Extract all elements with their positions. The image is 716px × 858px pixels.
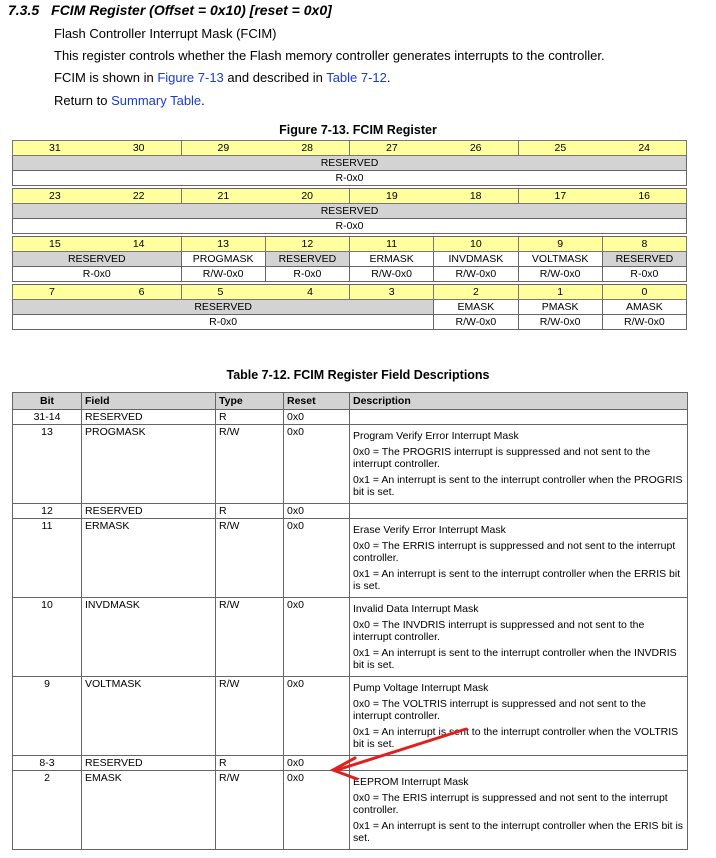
register-field-row <box>13 252 687 267</box>
register-field-cell: RESERVED <box>602 252 686 267</box>
cell-description <box>350 504 688 519</box>
cell-type: R <box>216 410 284 425</box>
table-row <box>13 504 688 519</box>
register-field-cell: RESERVED <box>13 300 434 315</box>
description-paragraph: Pump Voltage Interrupt Mask <box>353 682 489 694</box>
register-bit-row <box>13 141 687 156</box>
cell-description <box>350 756 688 771</box>
register-field-cell: PROGMASK <box>181 252 265 267</box>
register-reset-cell: R-0x0 <box>13 315 434 330</box>
table-row <box>13 425 688 504</box>
register-reset-cell: R/W-0x0 <box>434 267 518 282</box>
table-row <box>13 410 688 425</box>
register-reset-row <box>13 219 687 234</box>
register-bit-cell: 23 22 <box>13 189 182 204</box>
cell-description <box>350 425 688 504</box>
cell-field: RESERVED <box>82 410 216 425</box>
register-bit-cell: 7 6 <box>13 285 182 300</box>
register-field-row <box>13 156 687 171</box>
shown-text <box>54 70 391 85</box>
cell-reset: 0x0 <box>284 771 350 850</box>
description-paragraph: EEPROM Interrupt Mask <box>353 776 469 788</box>
description-paragraph: 0x1 = An interrupt is sent to the interrupt controller when the INVDRIS bit is set. <box>353 647 677 671</box>
register-field-cell: RESERVED <box>13 204 687 219</box>
register-field-cell: ERMASK <box>350 252 434 267</box>
register-reset-cell: R/W-0x0 <box>518 315 602 330</box>
register-bit-row <box>13 189 687 204</box>
cell-field: EMASK <box>82 771 216 850</box>
description-paragraph: 0x0 = The ERRIS interrupt is suppressed and not sent to the interrupt controller. <box>353 540 676 564</box>
cell-description <box>350 519 688 598</box>
register-bit-row <box>13 237 687 252</box>
register-bit-row <box>13 285 687 300</box>
cell-reset: 0x0 <box>284 410 350 425</box>
register-reset-cell: R-0x0 <box>13 219 687 234</box>
cell-bit: 13 <box>13 425 82 504</box>
cell-field: PROGMASK <box>82 425 216 504</box>
register-bit-cell: 1 <box>518 285 602 300</box>
register-field-cell: VOLTMASK <box>518 252 602 267</box>
register-bit-cell: 10 <box>434 237 518 252</box>
register-bit-cell: 29 28 <box>181 141 350 156</box>
register-reset-cell: R/W-0x0 <box>181 267 265 282</box>
register-bit-cell: 25 24 <box>518 141 687 156</box>
description-paragraph: Program Verify Error Interrupt Mask <box>353 430 519 442</box>
register-field-row <box>13 300 687 315</box>
cell-bit: 11 <box>13 519 82 598</box>
section-number: 7.3.5 <box>8 2 40 18</box>
cell-type: R/W <box>216 677 284 756</box>
register-reset-cell: R/W-0x0 <box>602 315 686 330</box>
register-bit-cell: 0 <box>602 285 686 300</box>
cell-field: RESERVED <box>82 504 216 519</box>
register-reset-row <box>13 171 687 186</box>
return-text-a: Return to <box>54 93 112 108</box>
register-reset-cell: R-0x0 <box>602 267 686 282</box>
table-row <box>13 756 688 771</box>
table-caption: Table 7-12. FCIM Register Field Descriptions <box>226 368 490 382</box>
table-link[interactable]: Table 7-12 <box>326 70 387 85</box>
header-bit: Bit <box>13 393 82 410</box>
cell-reset: 0x0 <box>284 677 350 756</box>
register-reset-cell: R-0x0 <box>13 267 182 282</box>
figure-link[interactable]: Figure 7-13 <box>157 70 224 85</box>
return-text <box>54 93 205 108</box>
cell-field: INVDMASK <box>82 598 216 677</box>
register-bit-cell: 21 20 <box>181 189 350 204</box>
register-bit-cell: 5 4 <box>181 285 350 300</box>
figure-caption: Figure 7-13. FCIM Register <box>279 123 437 137</box>
cell-type: R/W <box>216 771 284 850</box>
cell-reset: 0x0 <box>284 598 350 677</box>
register-bit-cell: 15 14 <box>13 237 182 252</box>
register-bit-cell: 13 <box>181 237 265 252</box>
register-reset-cell: R/W-0x0 <box>350 267 434 282</box>
cell-field: ERMASK <box>82 519 216 598</box>
register-bit-cell: 11 <box>350 237 434 252</box>
cell-bit: 9 <box>13 677 82 756</box>
cell-type: R/W <box>216 519 284 598</box>
table-header-row <box>13 393 688 410</box>
register-field-cell: RESERVED <box>265 252 349 267</box>
cell-reset: 0x0 <box>284 425 350 504</box>
cell-type: R/W <box>216 425 284 504</box>
cell-reset: 0x0 <box>284 519 350 598</box>
description-paragraph: 0x1 = An interrupt is sent to the interrupt controller when the ERRIS bit is set. <box>353 568 681 592</box>
register-reset-cell: R/W-0x0 <box>434 315 518 330</box>
section-title <box>8 2 332 18</box>
register-bit-cell: 31 30 <box>13 141 182 156</box>
cell-bit: 10 <box>13 598 82 677</box>
cell-description <box>350 598 688 677</box>
cell-description <box>350 771 688 850</box>
cell-field: VOLTMASK <box>82 677 216 756</box>
register-figure <box>12 140 687 330</box>
cell-reset: 0x0 <box>284 504 350 519</box>
cell-bit: 8-3 <box>13 756 82 771</box>
register-reset-row <box>13 315 687 330</box>
register-bit-cell: 19 18 <box>350 189 519 204</box>
register-field-cell: EMASK <box>434 300 518 315</box>
register-bit-cell: 12 <box>265 237 349 252</box>
register-bit-cell: 17 16 <box>518 189 687 204</box>
field-description-table <box>12 392 688 850</box>
header-reset: Reset <box>284 393 350 410</box>
description-paragraph: 0x1 = An interrupt is sent to the interrupt controller when the VOLTRIS bit is set. <box>353 726 679 750</box>
register-bit-cell: 27 26 <box>350 141 519 156</box>
cell-type: R <box>216 504 284 519</box>
register-bit-cell: 8 <box>602 237 686 252</box>
table-row <box>13 598 688 677</box>
register-field-cell: RESERVED <box>13 156 687 171</box>
register-reset-row <box>13 267 687 282</box>
register-reset-cell: R-0x0 <box>265 267 349 282</box>
summary-table-link[interactable]: Summary Table <box>111 93 202 108</box>
description-paragraph: Erase Verify Error Interrupt Mask <box>353 524 506 536</box>
register-bit-cell: 3 <box>350 285 434 300</box>
cell-reset: 0x0 <box>284 756 350 771</box>
section-heading: FCIM Register (Offset = 0x10) [reset = 0x0] <box>51 2 332 18</box>
cell-bit: 12 <box>13 504 82 519</box>
cell-description <box>350 410 688 425</box>
cell-bit: 2 <box>13 771 82 850</box>
register-bit-cell: 2 <box>434 285 518 300</box>
register-field-cell: INVDMASK <box>434 252 518 267</box>
register-summary: This register controls whether the Flash memory controller generates interrupts to the controller. <box>54 48 605 63</box>
cell-type: R <box>216 756 284 771</box>
table-row <box>13 677 688 756</box>
header-field: Field <box>82 393 216 410</box>
shown-text-a: FCIM is shown in <box>54 70 158 85</box>
cell-type: R/W <box>216 598 284 677</box>
cell-description <box>350 677 688 756</box>
register-field-row <box>13 204 687 219</box>
shown-text-b: and described in <box>223 70 327 85</box>
table-row <box>13 519 688 598</box>
description-paragraph: 0x0 = The INVDRIS interrupt is suppressed and not sent to the interrupt controller. <box>353 619 645 643</box>
cell-field: RESERVED <box>82 756 216 771</box>
register-field-cell: AMASK <box>602 300 686 315</box>
register-bit-cell: 9 <box>518 237 602 252</box>
description-paragraph: Invalid Data Interrupt Mask <box>353 603 479 615</box>
description-paragraph: 0x0 = The PROGRIS interrupt is suppressed and not sent to the interrupt controller. <box>353 446 651 470</box>
description-paragraph: 0x1 = An interrupt is sent to the interrupt controller when the PROGRIS bit is set. <box>353 474 683 498</box>
header-description: Description <box>350 393 688 410</box>
description-paragraph: 0x1 = An interrupt is sent to the interrupt controller when the ERIS bit is set. <box>353 820 684 844</box>
description-paragraph: 0x0 = The VOLTRIS interrupt is suppressed and not sent to the interrupt controller. <box>353 698 646 722</box>
header-type: Type <box>216 393 284 410</box>
return-text-b: . <box>201 93 205 108</box>
register-field-cell: PMASK <box>518 300 602 315</box>
register-field-cell: RESERVED <box>13 252 182 267</box>
cell-bit: 31-14 <box>13 410 82 425</box>
shown-text-c: . <box>386 70 391 85</box>
register-reset-cell: R-0x0 <box>13 171 687 186</box>
register-reset-cell: R/W-0x0 <box>518 267 602 282</box>
register-full-name: Flash Controller Interrupt Mask (FCIM) <box>54 26 277 41</box>
table-row <box>13 771 688 850</box>
description-paragraph: 0x0 = The ERIS interrupt is suppressed and not sent to the interrupt controller. <box>353 792 668 816</box>
